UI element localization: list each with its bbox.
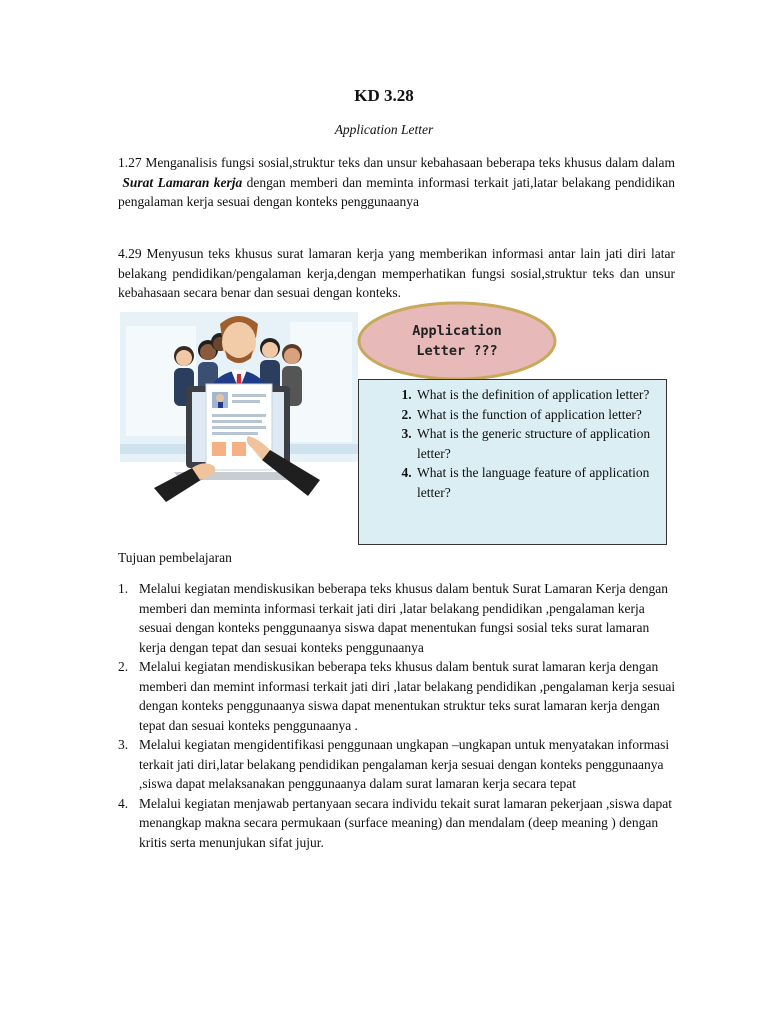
question-item: 3. What is the generic structure of application letter? bbox=[415, 424, 656, 463]
goal-number: 3. bbox=[118, 737, 129, 752]
application-letter-callout bbox=[356, 300, 558, 382]
callout-line-2: Letter ??? bbox=[416, 343, 498, 359]
competency-2-number: 4.29 bbox=[118, 246, 142, 261]
competency-1-number: 1.27 bbox=[118, 155, 142, 170]
page-title: KD 3.28 bbox=[354, 86, 414, 105]
question-item: 1. What is the definition of application letter? bbox=[415, 385, 656, 405]
goals-heading: Tujuan pembelajaran bbox=[118, 550, 232, 565]
callout-line-1: Application bbox=[412, 323, 502, 339]
competency-1-emphasis: Surat Lamaran kerja bbox=[122, 174, 243, 190]
goal-number: 4. bbox=[118, 795, 129, 811]
goal-text: Melalui kegiatan mendiskusikan beberapa teks khusus dalam bentuk surat lamaran kerja dengan memberi dan memint informasi terkait jati diri ,latar belakang pendidikan ,pengalaman kerja sesuai dengan konteks penggunaanya siswa dapat menentukan struktur teks surat lamaran kerja dengan tepat dan sesuai konteks penggunaanya . bbox=[139, 659, 676, 733]
questions-list bbox=[359, 380, 666, 502]
goal-item bbox=[118, 735, 678, 794]
goal-text: Melalui kegiatan menjawab pertanyaan secara individu tekait surat lamaran pekerjaan ,siswa dapat menangkap makna secara permukaan (surface meaning) dan mendalam (deep meaning ) dengan kritis serta menunjukan sifat jujur. bbox=[139, 795, 673, 850]
goal-text: Melalui kegiatan mengidentifikasi penggunaan ungkapan –ungkapan untuk menyatakan informasi terkait jati diri,latar belakang pendidikan pengalaman kerja sesuai dengan konteks penggunaanya ,siswa dapat melaksanakan penggunaanya dalam surat lamaran kerja secara tepat bbox=[139, 737, 670, 791]
goal-item bbox=[118, 579, 678, 657]
goal-number: 1. bbox=[118, 581, 129, 596]
competency-1 bbox=[118, 153, 675, 212]
goal-item bbox=[118, 794, 678, 853]
questions-box bbox=[358, 379, 667, 545]
competency-1-text-before: Menganalisis fungsi sosial,struktur teks dan unsur kebahasaan beberapa teks khusus dalam dalam bbox=[145, 155, 676, 170]
job-interview-illustration bbox=[120, 312, 358, 508]
goal-item bbox=[118, 657, 678, 735]
competency-1-text-after: dengan memberi dan meminta informasi terkait jati,latar belakang pendidikan pengalaman kerja sesuai dengan konteks penggunaanya bbox=[118, 174, 676, 209]
competency-2 bbox=[118, 244, 675, 303]
goals-list bbox=[118, 579, 678, 852]
goal-text: Melalui kegiatan mendiskusikan beberapa teks khusus dalam bentuk Surat Lamaran Kerja dengan memberi dan meminta informasi terkait jati diri ,latar belakang pendidikan ,pengalaman kerja sesuai dengan konteks penggunaanya siswa dapat menentukan fungsi sosial teks surat lamaran kerja dengan tepat dan sesuai konteks penggunaanya bbox=[139, 581, 668, 655]
question-item: 4. What is the language feature of application letter? bbox=[415, 463, 656, 502]
competency-2-text: Menyusun teks khusus surat lamaran kerja yang memberikan informasi antar lain jati diri latar belakang pendidikan/pengalaman kerja,dengan memperhatikan fungsi sosial,struktur teks dan unsur kebahasaan secara benar dan sesuai dengan konteks. bbox=[118, 246, 675, 300]
goal-number: 2. bbox=[118, 659, 129, 674]
question-item: 2. What is the function of application letter? bbox=[415, 405, 656, 425]
page-subtitle: Application Letter bbox=[334, 122, 434, 137]
